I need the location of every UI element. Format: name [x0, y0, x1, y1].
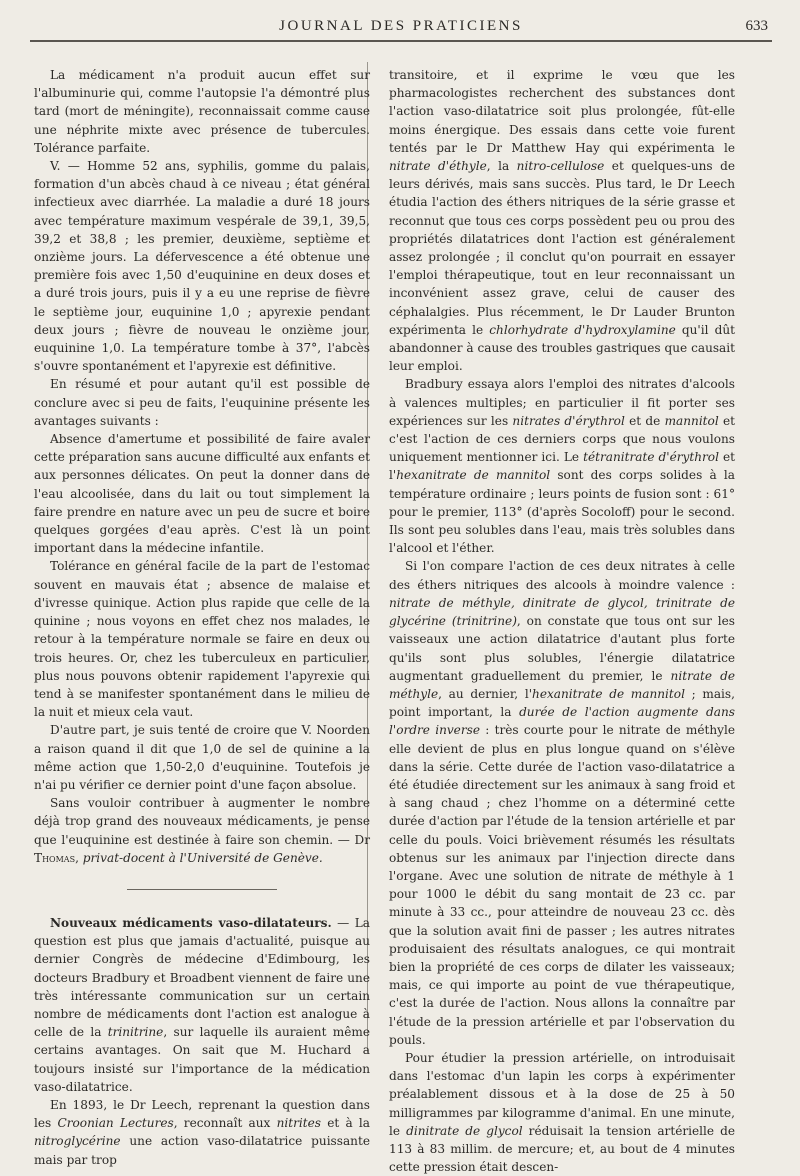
paragraph: D'autre part, je suis tenté de croire que V. Noorden a raison quand il dit que 1,0 de sel de quinine a la même action que 1,50-2,0 d'euquinine. Toutefois je n'ai pu vérifier ce dernier point d'une façon absolue. [34, 723, 370, 792]
paragraph-text: Bradbury essaya alors l'emploi des nitrates d'alcools à valences multiples; en particulier il fit porter ses expériences sur les [389, 377, 735, 428]
italic-term: mannitol [664, 413, 719, 428]
paragraph-text: et quelques-uns de leurs dérivés, mais sans succès. Plus tard, le Dr Leech étudia l'action des éthers nitriques de la série grasse et reconnut que tous ces corps possèdent peu ou prou des propriétés dilatatrices dont l'action est généralement assez prolongée ; il conclut qu'on pourrait en essayer l'emploi thérapeutique, tout en leur reconnaissant un inconvénient assez grave, celui de causer des céphalalgies. Plus récemment, le Dr Lauder Brunton expérimenta le [389, 159, 735, 337]
paragraph [389, 1049, 735, 1176]
italic-term: Croonian Lectures [57, 1116, 174, 1131]
paragraph-text: : très courte pour le nitrate de méthyle elle devient de plus en plus longue quand on s'élève dans la série. Cette durée de l'action vaso-dilatatrice a été étudiée directement sur les animaux à sang froid et à sang chaud ; chez l'homme on a déterminé cette durée d'action par l'étude de la tension artérielle et par celle du pouls. Voici brièvement résumés les résultats obtenus sur les animaux par l'injection directe dans l'organe. Avec une solution de nitrate de méthyle à 1 pour 1000 le débit du sang montait de 23 cc. par minute à 33 cc., pour atteindre de nouveau 23 cc. dès que la solution avait fini de passer ; les autres nitrates produisaient des résultats analogues, ce qui montrait bien la propriété de ces corps de dilater les vaisseaux; mais, ce qui importe au point de vue thérapeutique, c'est la durée de l'action. Nous allons la connaître par l'étude de la pression artérielle et par l'observation du pouls. [389, 723, 735, 1047]
paragraph-text: — La question est plus que jamais d'actualité, puisque au dernier Congrès de médecine d'Edimbourg, les docteurs Bradbury et Broadbent viennent de faire une très intéressante communication sur un certain nombre de médicaments dont l'action est analogue à celle de la [34, 915, 370, 1040]
paragraph-text: et de [624, 413, 665, 428]
right-column [389, 66, 735, 1176]
paragraph-text: transitoire, et il exprime le vœu que les pharmacologistes recherchent des substances dont l'action vaso-dilatatrice soit plus prolongée, fût-elle moins énergique. Des essais dans cette voie furent tentés par le Dr Matthew Hay qui expérimenta le [389, 68, 735, 155]
italic-term: nitrate de méthyle [389, 668, 735, 701]
paragraph-text: une action vaso-dilatatrice puissante mais par trop [34, 1134, 370, 1167]
paragraph-text: , on constate que tous ont sur les vaisseaux une action dilatatrice d'autant plus forte qu'ils sont plus solubles, l'énergie dilatatrice augmentant graduellement du premier, le [389, 614, 735, 683]
paragraph-text: et l' [389, 450, 735, 483]
paragraph-text: , au dernier, l' [438, 686, 533, 701]
italic-term: durée de l'action augmente dans l'ordre inverse [389, 705, 735, 738]
paragraph: V. — Homme 52 ans, syphilis, gomme du palais, formation d'un abcès chaud à ce niveau ; état général infectieux avec diarrhée. La maladie a duré 18 jours avec température maximum vespérale de 39,1, 39,5, 39,2 et 38,8 ; les premier, deuxième, septième et onzième jours. La défervescence a été obtenue une première fois avec 1,50 d'euquinine en deux doses et a duré trois jours, puis il y a eu une reprise de fièvre le septième jour, euquinine 1,0 ; apyrexie pendant deux jours ; fièvre de nouveau le onzième jour, euquinine 1,0. La température tombe à 37°, l'abcès s'ouvre spontanément et l'apyrexie est définitive. [34, 159, 370, 374]
italic-term: nitrites [276, 1116, 321, 1131]
italic-term: nitroglycérine [34, 1134, 121, 1149]
paragraph: En résumé et pour autant qu'il est possible de conclure avec si peu de faits, l'euquinine présente les avantages suivants : [34, 377, 370, 428]
author-affiliation: privat-docent à l'Université de Genève. [82, 850, 323, 865]
italic-term: nitrate de méthyle, dinitrate de glycol, trinitrate de glycérine (trinitrine) [389, 595, 735, 629]
italic-term: dinitrate de glycol [406, 1123, 523, 1138]
italic-term: nitrates d'érythrol [512, 413, 625, 428]
paragraph-text: Pour étudier la pression artérielle, on introduisait dans l'estomac d'un lapin les corps à expérimenter préalablement dissous et à la dose de 25 à 50 milligrammes par kilogramme d'animal. En une minute, le [389, 1050, 735, 1138]
italic-term: trinitrine [107, 1025, 164, 1040]
paragraph-text: , reconnaît aux [173, 1116, 277, 1131]
paragraph [389, 375, 735, 557]
left-column [34, 66, 370, 1169]
paragraph: La médicament n'a produit aucun effet sur l'albuminurie qui, comme l'autopsie l'a démontré plus tard (mort de méningite), reconnaissait comme cause une néphrite mixte avec présence de tubercules. Tolérance parfaite. [34, 68, 370, 155]
italic-term: chlorhydrate d'hydroxylamine [489, 322, 676, 337]
italic-term: tétranitrate d'érythrol [583, 450, 719, 465]
paragraph-text: Si l'on compare l'action de ces deux nitrates à celle des éthers nitriques des alcools à moindre valence : [389, 559, 735, 592]
paragraph-text: , sur laquelle ils auraient même certains avantages. On sait que M. Huchard a toujours insisté sur l'importance de la médication vaso-dilatatrice. [34, 1025, 370, 1094]
paragraph [34, 1096, 370, 1169]
paragraph-text: , la [486, 159, 517, 174]
section-title: Nouveaux médicaments vaso-dilatateurs. [50, 915, 332, 930]
paragraph-text: En 1893, le Dr Leech, reprenant la question dans les [34, 1097, 370, 1131]
italic-term: nitro-cellulose [516, 159, 605, 174]
paragraph [389, 66, 735, 375]
paragraph-text: ; mais, point important, la [389, 686, 735, 720]
paragraph-signature: Sans vouloir contribuer à augmenter le nombre déjà trop grand des nouveaux médicaments, je pense que l'euquinine est destinée à faire son chemin. — Dr Thomas, privat-docent à l'Université de Genève. [34, 796, 370, 865]
paragraph-text: Sans vouloir contribuer à augmenter le nombre déjà trop grand des nouveaux médicaments, je pense que l'euquinine est destinée à faire son chemin. — Dr [34, 796, 370, 847]
paragraph: Absence d'amertume et possibilité de faire avaler cette préparation sans aucune difficulté aux enfants et aux personnes délicates. On peut la donner dans de l'eau alcoolisée, dans du lait ou tout simplement la faire prendre en nature avec un peu de sucre et boire quelques gorgées d'eau après. C'est là un point important dans la médecine infantile. [34, 432, 370, 556]
page-header [30, 18, 772, 42]
italic-term: hexanitrate de mannitol [396, 468, 551, 483]
author-name: Thomas [34, 850, 76, 865]
paragraph: Tolérance en général facile de la part de l'estomac souvent en mauvais état ; absence de malaise et d'ivresse quinique. Action plus rapide que celle de la quinine ; nous voyons en effet chez nos malades, le retour à la température normale se faire en deux ou trois heures. Or, chez les tuberculeux en particulier, plus nous pouvons obtenir rapidement l'apyrexie qui tend à se manifester spontanément dans le milieu de la nuit et mieux cela vaut. [34, 559, 370, 720]
paragraph [389, 557, 735, 1048]
paragraph-text: réduisait la tension artérielle de 113 à 83 millim. de mercure; et, au bout de 4 minutes cette pression était descen- [389, 1123, 736, 1175]
section-paragraph [34, 914, 370, 1096]
paragraph-text: et c'est l'action de ces derniers corps que nous voulons uniquement mentionner ici. Le [389, 413, 735, 465]
paragraph-text: qu'il dût abandonner à cause des troubles gastriques que causait leur emploi. [389, 322, 736, 374]
paragraph-text: et à la [320, 1116, 370, 1131]
running-title: JOURNAL DES PRATICIENS [279, 18, 523, 34]
page-number: 633 [745, 18, 768, 34]
italic-term: hexanitrate de mannitol [532, 686, 685, 701]
paragraph-text: sont des corps solides à la température ordinaire ; leurs points de fusion sont : 61° pour le premier, 113° (d'après Socoloff) pour le second. Ils sont peu solubles dans l'eau, mais très solubles dans l'alcool et l'éther. [389, 468, 735, 556]
section-rule [127, 889, 277, 890]
italic-term: nitrate d'éthyle [389, 159, 487, 174]
